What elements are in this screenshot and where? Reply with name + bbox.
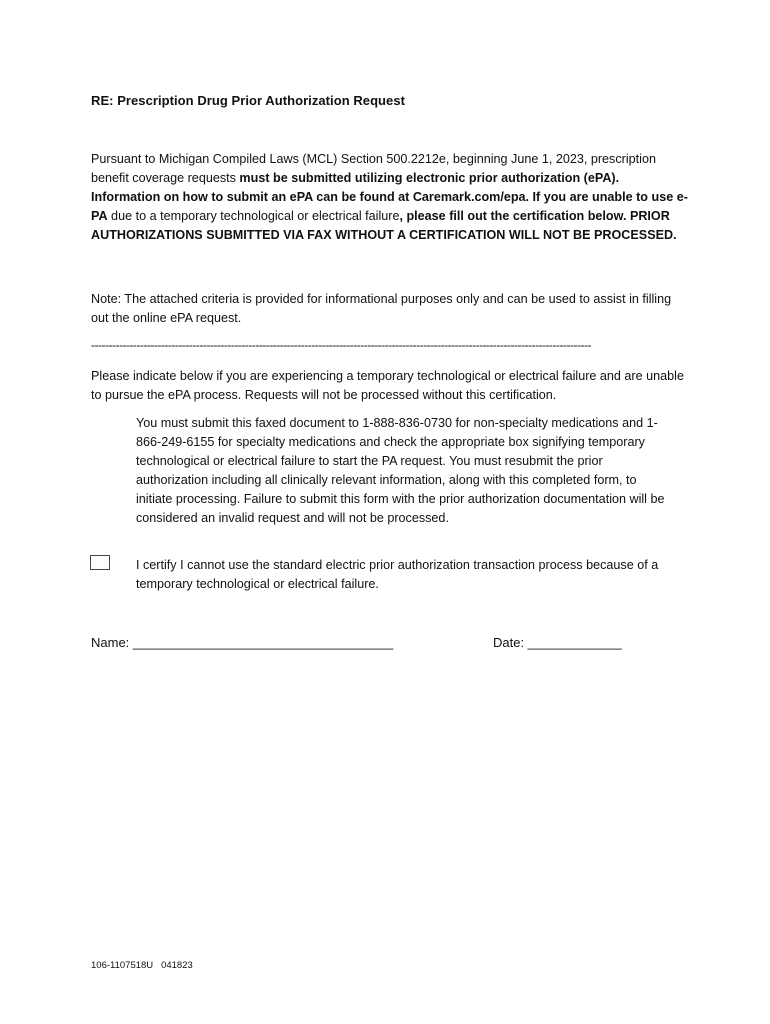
- name-field[interactable]: Name: ____________________________________: [91, 635, 394, 650]
- date-field[interactable]: Date: _____________: [493, 635, 622, 650]
- intro-bold-2: , please fill out the certification below. PRIOR AUTHORIZATIONS SUBMITTED VIA FAX WITHOUT A CERTIFICATION WILL NOT BE PROCESSED.: [91, 209, 677, 242]
- document-heading: RE: Prescription Drug Prior Authorization Request: [91, 93, 405, 108]
- intro-text-2: due to a temporary technological or electrical failure: [107, 209, 400, 223]
- intro-bold-1: must be submitted utilizing electronic prior authorization (ePA). Information on how to submit an ePA can be found at Caremark.com/epa. If you are unable to use e-PA: [91, 171, 688, 223]
- intro-paragraph: [91, 150, 691, 245]
- certify-statement: I certify I cannot use the standard electric prior authorization transaction process because of a temporary technological or electrical failure.: [136, 558, 659, 591]
- note-paragraph: Note: The attached criteria is provided for informational purposes only and can be used to assist in filling out the online ePA request.: [91, 292, 672, 325]
- instructions-paragraph: You must submit this faxed document to 1-888-836-0730 for non-specialty medications and 1-866-249-6155 for specialty medications and check the appropriate box signifying temporary technological or electrical failure to start the PA request. You must resubmit the prior authorization including all clinically relevant information, along with this completed form, to initiate processing. Failure to submit this form with the prior authorization documentation will be considered an invalid request and will not be processed.: [136, 416, 665, 525]
- intro-text-1: Pursuant to Michigan Compiled Laws (MCL) Section 500.2212e, beginning June 1, 2023, prescription benefit coverage requests: [91, 152, 656, 185]
- indicate-paragraph: Please indicate below if you are experiencing a temporary technological or electrical failure and are unable to pursue the ePA process. Requests will not be processed without this certification.: [91, 369, 684, 402]
- form-code-footer: 106-1107518U 041823: [91, 960, 193, 971]
- dashed-divider: -----------------------------------------------------------------------------------------------------------------------------------------------: [91, 338, 591, 352]
- certify-checkbox[interactable]: [90, 555, 110, 570]
